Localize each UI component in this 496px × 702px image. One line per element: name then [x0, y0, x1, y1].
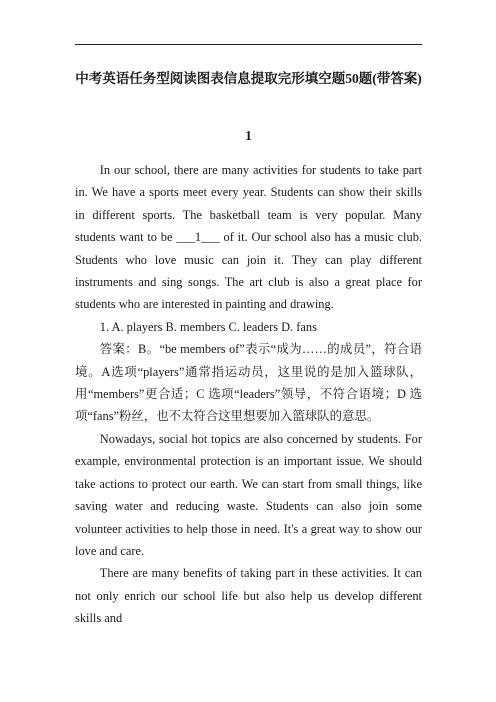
document-title: 中考英语任务型阅读图表信息提取完形填空题50题(带答案) [75, 71, 422, 86]
section-number: 1 [245, 128, 252, 143]
paragraph-benefits: There are many benefits of taking part in these activities. It can not only enrich our school life but also help us develop different skills and [75, 566, 422, 626]
header-rule [75, 44, 422, 45]
question-options: 1. A. players B. members C. leaders D. fans [99, 319, 317, 334]
paragraph-intro: In our school, there are many activities for students to take part in. We have a sports meet every year. Students can show their skills in different sports. The basketball team is very popular. Many students want to be ___1___ of it. Our school also has a music club. Students who love music can join it. They can play different instruments and sing songs. The art club is also a great place for students who are interested in painting and drawing. [75, 163, 422, 312]
answer-explanation: 答案：B。“be members of”表示“成为……的成员”，符合语境。A选项“players”通常指运动员，这里说的是加入篮球队，用“members”更合适；C 选项“leaders”领导，不符合语境；D 选项“fans”粉丝，也不太符合这里想要加入篮球队的意思。 [75, 342, 422, 424]
document-body [75, 159, 422, 630]
paragraph-social-topics: Nowadays, social hot topics are also concerned by students. For example, environmental protection is an important issue. We should take actions to protect our earth. We can start from small things, like saving water and reducing waste. Students can also join some volunteer activities to help those in need. It's a great way to show our love and care. [75, 431, 422, 558]
